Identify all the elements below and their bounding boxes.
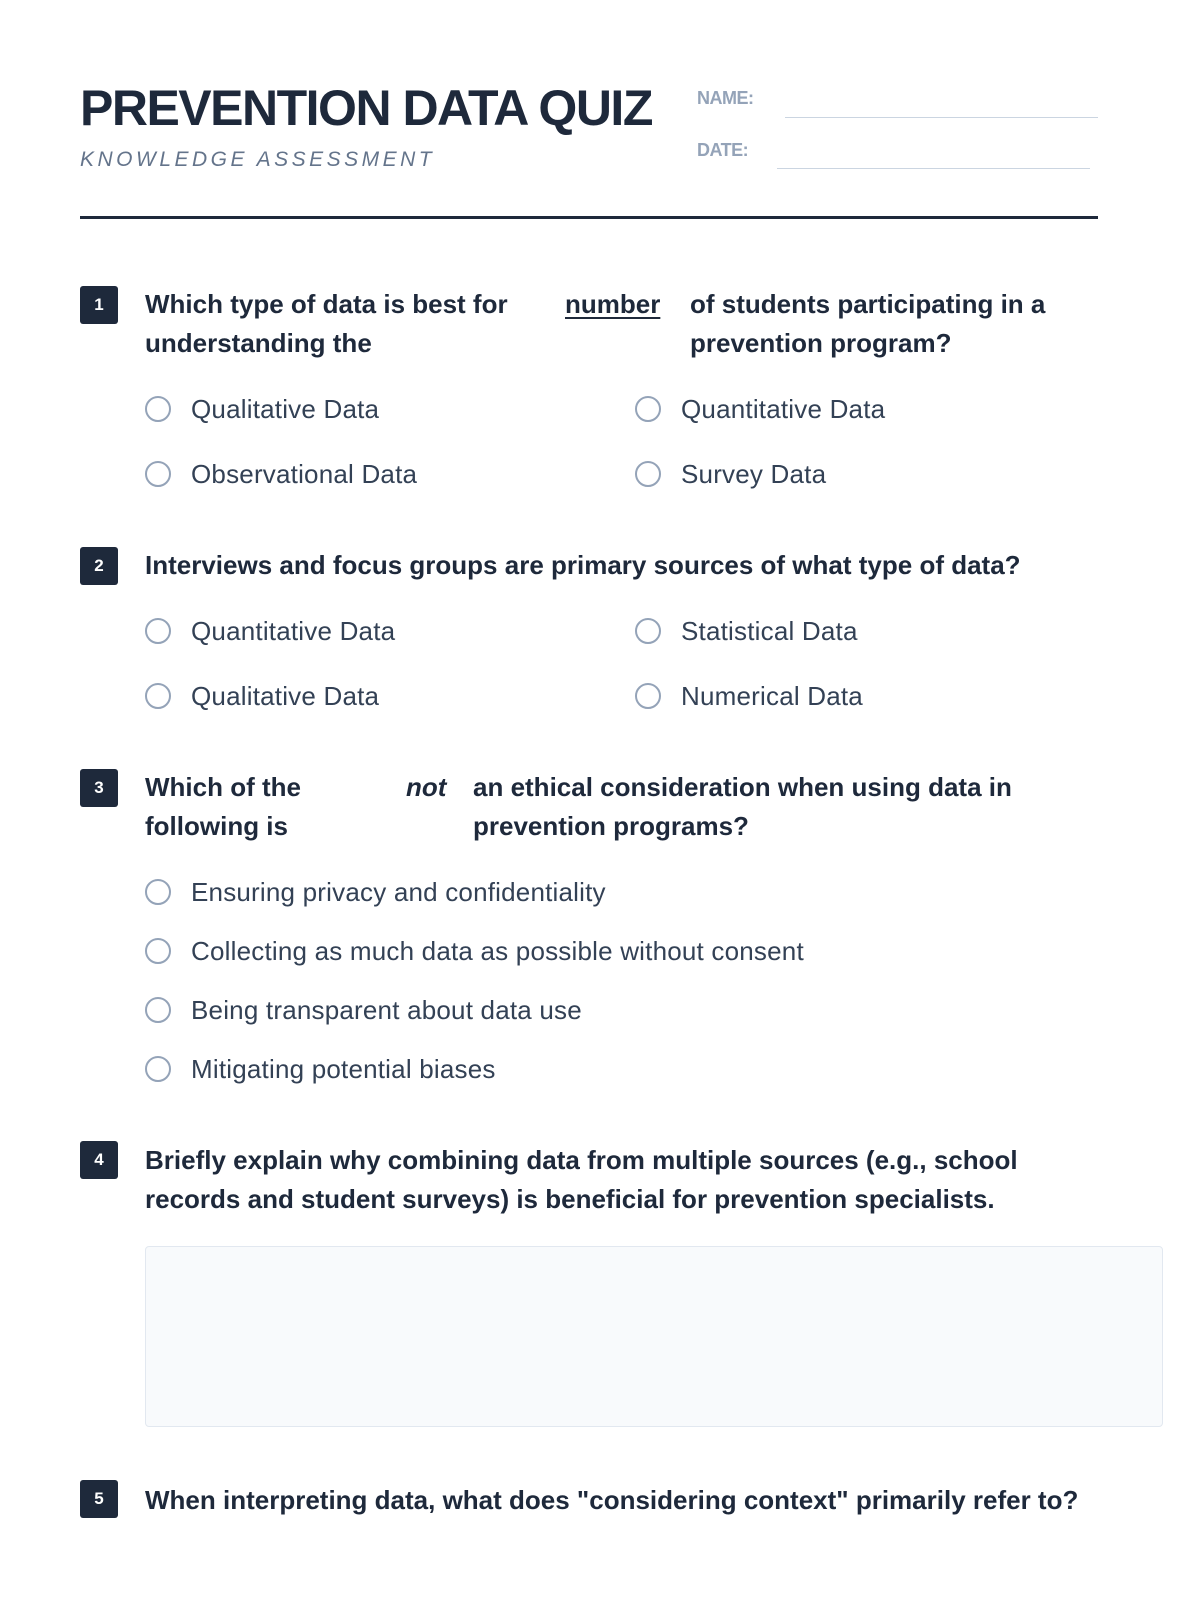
question-1-emphasis: number bbox=[565, 289, 661, 319]
option-label: Quantitative Data bbox=[681, 393, 886, 424]
option-label: Quantitative Data bbox=[191, 615, 396, 646]
radio-button[interactable] bbox=[635, 618, 661, 644]
question-number-badge: 5 bbox=[80, 1480, 118, 1518]
radio-button[interactable] bbox=[635, 396, 661, 422]
option-label: Ensuring privacy and confidentiality bbox=[191, 876, 606, 907]
option-q2-b[interactable] bbox=[635, 616, 858, 646]
option-label: Qualitative Data bbox=[191, 680, 380, 711]
radio-button[interactable] bbox=[145, 618, 171, 644]
date-field[interactable] bbox=[777, 168, 1090, 169]
option-q1-c[interactable] bbox=[145, 459, 417, 489]
radio-button[interactable] bbox=[145, 997, 171, 1023]
question-number-badge: 1 bbox=[80, 286, 118, 324]
question-2-text: Interviews and focus groups are primary sources of what type of data? bbox=[145, 550, 1021, 580]
header-divider bbox=[80, 216, 1098, 219]
option-q1-a[interactable] bbox=[145, 394, 379, 424]
option-label: Numerical Data bbox=[681, 680, 863, 711]
answer-textarea[interactable] bbox=[145, 1246, 1163, 1427]
option-label: Being transparent about data use bbox=[191, 994, 582, 1025]
radio-button[interactable] bbox=[145, 683, 171, 709]
question-number-badge: 2 bbox=[80, 547, 118, 585]
radio-button[interactable] bbox=[145, 396, 171, 422]
page-subtitle: KNOWLEDGE ASSESSMENT bbox=[80, 148, 436, 171]
question-3-text-start: Which of the following is bbox=[145, 772, 301, 841]
option-q2-c[interactable] bbox=[145, 681, 379, 711]
option-q2-a[interactable] bbox=[145, 616, 395, 646]
question-1-text-start: Which type of data is best for understanding the bbox=[145, 289, 508, 358]
question-3-emphasis: not bbox=[406, 772, 447, 802]
name-field[interactable] bbox=[785, 117, 1098, 118]
option-q1-d[interactable] bbox=[635, 459, 826, 489]
option-q1-b[interactable] bbox=[635, 394, 885, 424]
option-label: Survey Data bbox=[681, 458, 827, 489]
question-number-badge: 3 bbox=[80, 769, 118, 807]
option-q3-a[interactable] bbox=[145, 877, 606, 907]
name-label: NAME: bbox=[697, 88, 754, 108]
option-label: Statistical Data bbox=[681, 615, 858, 646]
option-label: Qualitative Data bbox=[191, 393, 380, 424]
option-q2-d[interactable] bbox=[635, 681, 863, 711]
page-title: PREVENTION DATA QUIZ bbox=[80, 80, 652, 136]
option-q3-c[interactable] bbox=[145, 995, 582, 1025]
option-q3-b[interactable] bbox=[145, 936, 804, 966]
option-label: Collecting as much data as possible without consent bbox=[191, 935, 804, 966]
date-label: DATE: bbox=[697, 140, 749, 160]
radio-button[interactable] bbox=[635, 683, 661, 709]
radio-button[interactable] bbox=[145, 938, 171, 964]
option-q3-d[interactable] bbox=[145, 1054, 496, 1084]
radio-button[interactable] bbox=[635, 461, 661, 487]
radio-button[interactable] bbox=[145, 461, 171, 487]
question-number-badge: 4 bbox=[80, 1141, 118, 1179]
question-1-text-end: of students participating in a prevention program? bbox=[690, 289, 1046, 358]
radio-button[interactable] bbox=[145, 879, 171, 905]
option-label: Mitigating potential biases bbox=[191, 1053, 496, 1084]
question-4-text: Briefly explain why combining data from multiple sources (e.g., school records and student surveys) is beneficial for prevention specialists. bbox=[145, 1145, 1018, 1214]
question-5-text: When interpreting data, what does "considering context" primarily refer to? bbox=[145, 1485, 1079, 1515]
quiz-header bbox=[80, 80, 1098, 220]
radio-button[interactable] bbox=[145, 1056, 171, 1082]
option-label: Observational Data bbox=[191, 458, 418, 489]
question-3-text-end: an ethical consideration when using data in prevention programs? bbox=[473, 772, 1012, 841]
